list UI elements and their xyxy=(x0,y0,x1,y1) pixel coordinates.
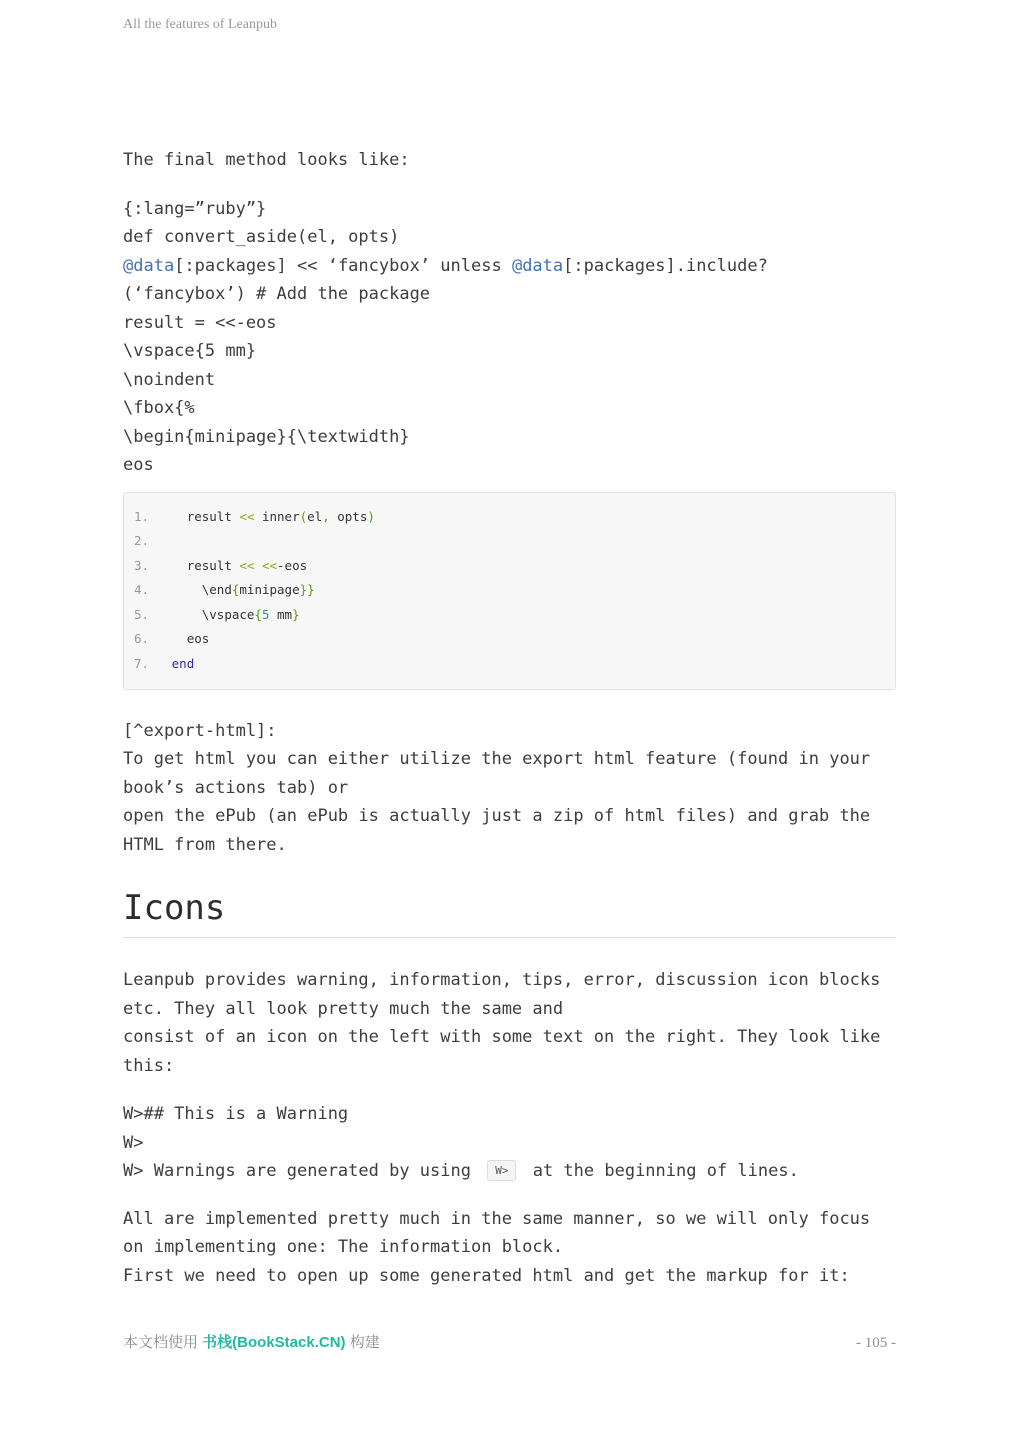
line-number: 7. xyxy=(134,656,150,672)
code-line: 4. \end{minipage}} xyxy=(134,582,315,598)
line-number: 4. xyxy=(134,582,150,598)
line-number: 5. xyxy=(134,606,150,622)
paragraph-export-note: [^export-html]: To get html you can either utilize the export html feature (found in your book’s actions tab) or open the ePub (an ePub is actually just a zip of html files) and grab the HTML from there. xyxy=(123,720,871,855)
document-title: All the features of Leanpub xyxy=(123,17,277,32)
paragraph-icons-intro: Leanpub provides warning, information, tips, error, discussion icon blocks etc. They all look pretty much the same and consist of an icon on the left with some text on the right. They look like this: xyxy=(123,970,881,1076)
paragraph-warning-example: W>## This is a Warning W> W> Warnings are generated by using W> at the beginning of lines. xyxy=(123,1104,799,1182)
code-line: 5. \vspace{5 mm} xyxy=(134,606,300,622)
code-line: 1. result << inner(el, opts) xyxy=(134,508,375,524)
inline-code-chip: W> xyxy=(487,1160,516,1181)
paragraph-closing: All are implemented pretty much in the same manner, so we will only focus on implementing one: The information block. First we need to open up some generated html and get the markup for it: xyxy=(123,1208,871,1286)
paragraph-ruby-snippet: {:lang=”ruby”} def convert_aside(el, opts) @data[:packages] << ‘fancybox’ unless @data[:packages].include? (‘fancybox’) # Add the package result = <<-eos \vspace{5 mm} \noindent \fbox{% \begin{minipage}{\textwidth} eos xyxy=(123,198,768,475)
section-divider xyxy=(123,937,896,938)
page-number: - 105 - xyxy=(856,1335,896,1351)
line-number: 6. xyxy=(134,631,150,647)
code-line: 6. eos xyxy=(134,631,210,647)
line-number: 3. xyxy=(134,557,150,573)
footer-prefix: 本文档使用 xyxy=(123,1334,203,1351)
line-number: 2. xyxy=(134,533,150,549)
code-block xyxy=(123,492,896,690)
line-number: 1. xyxy=(134,508,150,524)
footer-builder-text xyxy=(123,1331,380,1352)
running-header xyxy=(123,15,896,34)
bookstack-brand-link[interactable]: 书栈(BookStack.CN) xyxy=(202,1334,346,1351)
section-heading-icons: Icons xyxy=(123,888,226,929)
paragraph-intro: The final method looks like: xyxy=(123,150,410,170)
code-line xyxy=(134,529,885,554)
code-line: 3. result << <<-eos xyxy=(134,557,308,573)
code-line: 7. end xyxy=(134,656,195,672)
footer-suffix: 构建 xyxy=(345,1334,380,1351)
page-footer xyxy=(123,1331,896,1352)
